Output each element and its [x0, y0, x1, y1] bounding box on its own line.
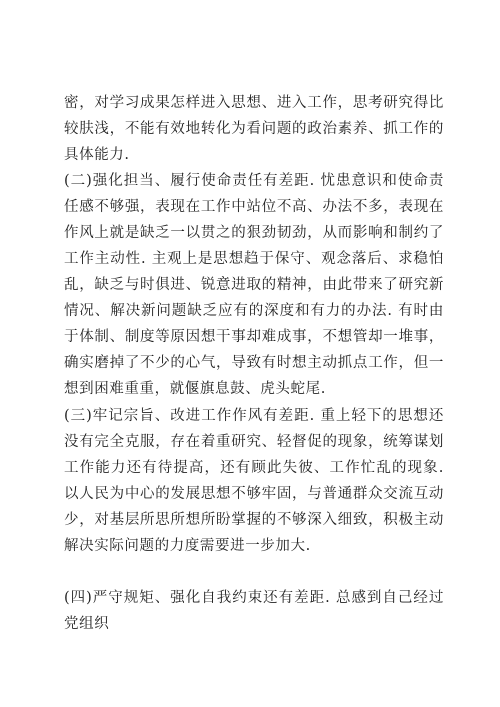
paragraph-work-style-gap: (三)牢记宗旨、改进工作作风有差距. 重上轻下的思想还没有完全克服，存在着重研究、轻督促的现象，统筹谋划工作能力还有待提高，还有顾此失彼、工作忙乱的现象. 以人民为中心的发展思想不够牢固，与普通群众交流互动少，对基层所思所想所盼掌握的不够深入细致，积极主动解决实际问题的力度需要进一步加大. — [64, 408, 444, 554]
paragraph-discipline-gap: (四)严守规矩、强化自我约束还有差距. 总感到自己经过党组织 — [64, 590, 444, 632]
paragraph-study-results: 密，对学习成果怎样进入思想、进入工作，思考研究得比较肤浅，不能有效地转化为看问题的政治素养、抓工作的具体能力. — [64, 95, 444, 163]
paragraph-responsibility-gap: (二)强化担当、履行使命责任有差距. 忧患意识和使命责任感不够强，表现在工作中站位不高、办法不多，表现在作风上就是缺乏一以贯之的狠劲韧劲，从而影响和制约了工作主动性. 主观上是思想趋于保守、观念落后、求稳怕乱，缺乏与时俱进、锐意进取的精神，由此带来了研究新情况、解决新问题缺乏应有的深度和有力的办法. 有时由于体制、制度等原因想干事却难成事，不想管却一堆事，确实磨掉了不少的心气，导致有时想主动抓点工作，但一想到困难重重，就偃旗息鼓、虎头蛇尾. — [64, 173, 444, 397]
